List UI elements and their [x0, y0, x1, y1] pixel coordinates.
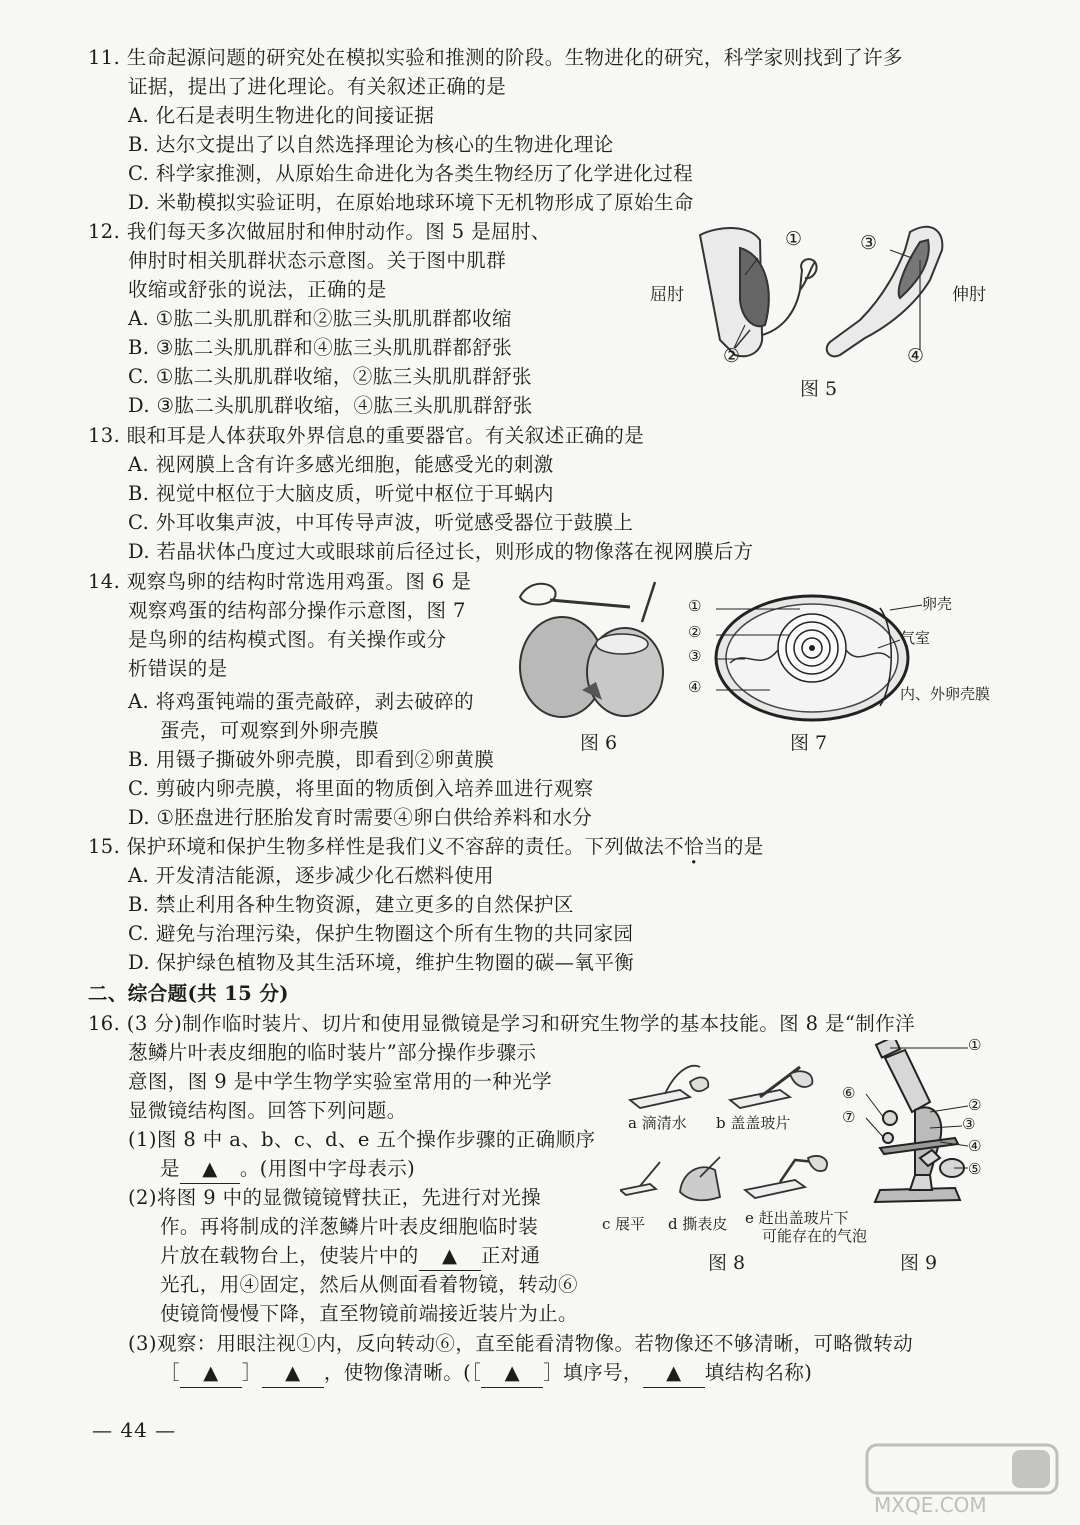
q15-stem-emphasis: 不恰当 — [664, 835, 724, 858]
q12-option-c: C. ①肱二头肌肌群收缩，②肱三头肌肌群舒张 — [128, 365, 532, 388]
q14-stem-line3: 是鸟卵的结构模式图。有关操作或分 — [128, 628, 447, 651]
q16-sub1-line2 — [160, 1155, 415, 1184]
q13-stem: 13. 眼和耳是人体获取外界信息的重要器官。有关叙述正确的是 — [88, 424, 645, 447]
q11-option-a: A. 化石是表明生物进化的间接证据 — [128, 104, 435, 127]
figure-7-leader-lines — [700, 600, 930, 700]
fig8-step-e-line1: e 赶出盖玻片下 — [745, 1209, 849, 1227]
q16-sub2-line1: (2)将图 9 中的显微镜镜臂扶正，先进行对光操 — [128, 1186, 542, 1209]
q14-stem-line1: 14. 观察鸟卵的结构时常选用鸡蛋。图 6 是 — [88, 570, 472, 593]
watermark-logo — [862, 1440, 1062, 1520]
answer-blank-5[interactable]: ▲ — [481, 1359, 543, 1388]
q12-option-a: A. ①肱二头肌肌群和②肱三头肌肌群都收缩 — [128, 307, 512, 330]
q16-stem-line3: 意图，图 9 是中学生物学实验室常用的一种光学 — [128, 1070, 553, 1093]
q15-stem-prefix: 15. 保护环境和保护生物多样性是我们义不容辞的责任。下列做法 — [88, 835, 665, 858]
q16-sub3-line1: (3)观察：用眼注视①内，反向转动⑥，直至能看清物像。若物像还不够清晰，可略微转动 — [128, 1332, 914, 1355]
fig5-label-extension: 伸肘 — [952, 285, 986, 305]
svg-text:MXQE.COM: MXQE.COM — [874, 1493, 987, 1517]
fig6-caption: 图 6 — [580, 732, 618, 754]
bracket-close: ］ — [241, 1361, 262, 1384]
q14-stem-line4: 析错误的是 — [128, 657, 228, 680]
q16-sub3-suffix: 填结构名称) — [704, 1361, 813, 1384]
fig8-step-a: a 滴清水 — [628, 1114, 687, 1132]
q14-option-a-line1: A. 将鸡蛋钝端的蛋壳敲碎，剥去破碎的 — [128, 690, 475, 713]
fig9-label-3: ③ — [962, 1115, 976, 1133]
q13-option-d: D. 若晶状体凸度过大或眼球前后径过长，则形成的物像落在视网膜后方 — [128, 540, 754, 563]
q16-sub2-suffix: 正对通 — [480, 1244, 541, 1267]
q12-stem-line2: 伸肘时相关肌群状态示意图。关于图中肌群 — [128, 249, 507, 272]
fig9-label-1: ① — [968, 1036, 982, 1054]
q16-sub3-mid: ，使物像清晰。(［ — [323, 1361, 482, 1384]
fig5-label-1: ① — [785, 228, 803, 250]
q11-option-d: D. 米勒模拟实验证明，在原始地球环境下无机物形成了原始生命 — [128, 191, 694, 214]
q16-sub2-line3 — [160, 1242, 540, 1271]
q14-option-c: C. 剪破内卵壳膜，将里面的物质倒入培养皿进行观察 — [128, 777, 594, 800]
fig8-step-d: d 撕表皮 — [668, 1215, 728, 1233]
q16-stem-line1: 16. (3 分)制作临时装片、切片和使用显微镜是学习和研究生物学的基本技能。图 8 是“制作洋 — [88, 1012, 916, 1035]
fig8-step-b: b 盖盖玻片 — [716, 1114, 791, 1132]
figure-8-slide-steps — [620, 1062, 840, 1212]
q14-option-a-line2: 蛋壳，可观察到外卵壳膜 — [160, 719, 379, 742]
fig9-caption: 图 9 — [900, 1252, 938, 1274]
answer-blank-6[interactable]: ▲ — [643, 1359, 705, 1388]
fig9-label-4: ④ — [968, 1137, 982, 1155]
q16-sub2-line2: 作。再将制成的洋葱鳞片叶表皮细胞临时装 — [160, 1215, 539, 1238]
q16-stem-line2: 葱鳞片叶表皮细胞的临时装片”部分操作步骤示 — [128, 1041, 537, 1064]
q15-option-a: A. 开发清洁能源，逐步减少化石燃料使用 — [128, 864, 494, 887]
q16-sub2-line5: 使镜筒慢慢下降，直至物镜前端接近装片为止。 — [160, 1302, 578, 1325]
fig5-caption: 图 5 — [800, 378, 838, 400]
q11-stem-line2: 证据，提出了进化理论。有关叙述正确的是 — [128, 75, 507, 98]
fig9-label-6: ⑥ — [842, 1084, 856, 1102]
fig5-label-flexion: 屈肘 — [650, 285, 684, 305]
q16-sub3-mid2: ］填序号， — [543, 1361, 643, 1384]
page-number: — 44 — — [92, 1418, 177, 1442]
fig7-label-1: ① — [688, 597, 702, 615]
fig8-caption: 图 8 — [708, 1252, 746, 1274]
answer-blank-1[interactable]: ▲ — [180, 1155, 240, 1184]
figure-6-egg-operation — [510, 572, 670, 722]
q12-option-d: D. ③肱二头肌肌群收缩，④肱三头肌肌群舒张 — [128, 394, 533, 417]
q15-option-b: B. 禁止利用各种生物资源，建立更多的自然保护区 — [128, 893, 574, 916]
q16-sub1-prefix: 是 — [160, 1157, 180, 1180]
q15-option-c: C. 避免与治理污染，保护生物圈这个所有生物的共同家园 — [128, 922, 634, 945]
fig7-label-2: ② — [688, 623, 702, 641]
fig7-label-air-cell: 气室 — [900, 629, 931, 647]
q12-stem-line3: 收缩或舒张的说法，正确的是 — [128, 278, 387, 301]
q13-option-b: B. 视觉中枢位于大脑皮质，听觉中枢位于耳蜗内 — [128, 482, 554, 505]
q14-option-d: D. ①胚盘进行胚胎发育时需要④卵白供给养料和水分 — [128, 806, 593, 829]
answer-blank-4[interactable]: ▲ — [262, 1359, 324, 1388]
fig9-label-5: ⑤ — [968, 1160, 982, 1178]
fig7-label-membranes: 内、外卵壳膜 — [900, 685, 991, 703]
answer-blank-2[interactable]: ▲ — [419, 1242, 481, 1271]
answer-blank-3[interactable]: ▲ — [180, 1359, 242, 1388]
q11-option-b: B. 达尔文提出了以自然选择理论为核心的生物进化理论 — [128, 133, 614, 156]
fig7-label-shell: 卵壳 — [922, 595, 953, 613]
fig8-step-c: c 展平 — [602, 1215, 646, 1233]
fig8-step-e-line2: 可能存在的气泡 — [762, 1227, 868, 1245]
q16-sub2-line4: 光孔，用④固定，然后从侧面看着物镜，转动⑥ — [160, 1273, 578, 1296]
fig5-label-3: ③ — [860, 232, 878, 254]
q13-option-a: A. 视网膜上含有许多感光细胞，能感受光的刺激 — [128, 453, 554, 476]
q11-option-c: C. 科学家推测，从原始生命进化为各类生物经历了化学进化过程 — [128, 162, 694, 185]
q15-option-d: D. 保护绿色植物及其生活环境，维护生物圈的碳—氧平衡 — [128, 951, 635, 974]
q16-sub1-line1: (1)图 8 中 a、b、c、d、e 五个操作步骤的正确顺序 — [128, 1128, 596, 1151]
q14-stem-line2: 观察鸡蛋的结构部分操作示意图，图 7 — [128, 599, 466, 622]
section-heading: 二、综合题(共 15 分) — [88, 982, 289, 1005]
q13-option-c: C. 外耳收集声波，中耳传导声波，听觉感受器位于鼓膜上 — [128, 511, 634, 534]
fig9-label-7: ⑦ — [842, 1108, 856, 1126]
fig7-label-4: ④ — [688, 678, 702, 696]
q15-stem-suffix: 的是 — [723, 835, 764, 858]
q12-option-b: B. ③肱二头肌肌群和④肱三头肌肌群都舒张 — [128, 336, 513, 359]
q14-option-b: B. 用镊子撕破外卵壳膜，即看到②卵黄膜 — [128, 748, 495, 771]
fig5-label-2: ② — [723, 345, 741, 367]
q16-sub1-suffix: 。(用图中字母表示) — [239, 1157, 416, 1180]
bracket-open: ［ — [160, 1361, 180, 1384]
fig7-label-3: ③ — [688, 647, 702, 665]
fig7-caption: 图 7 — [790, 732, 828, 754]
q11-stem-line1: 11. 生命起源问题的研究处在模拟实验和推测的阶段。生物进化的研究，科学家则找到了许多 — [88, 46, 903, 69]
q12-stem-line1: 12. 我们每天多次做屈肘和伸肘动作。图 5 是屈肘、 — [88, 220, 551, 243]
fig9-label-2: ② — [968, 1096, 982, 1114]
q16-sub2-prefix: 片放在载物台上，使装片中的 — [160, 1244, 419, 1267]
fig5-label-4: ④ — [907, 345, 925, 367]
q16-stem-line4: 显微镜结构图。回答下列问题。 — [128, 1099, 407, 1122]
q15-stem — [88, 833, 764, 861]
q16-sub3-line2 — [160, 1359, 812, 1388]
figure-9-leader-lines — [850, 1040, 975, 1180]
